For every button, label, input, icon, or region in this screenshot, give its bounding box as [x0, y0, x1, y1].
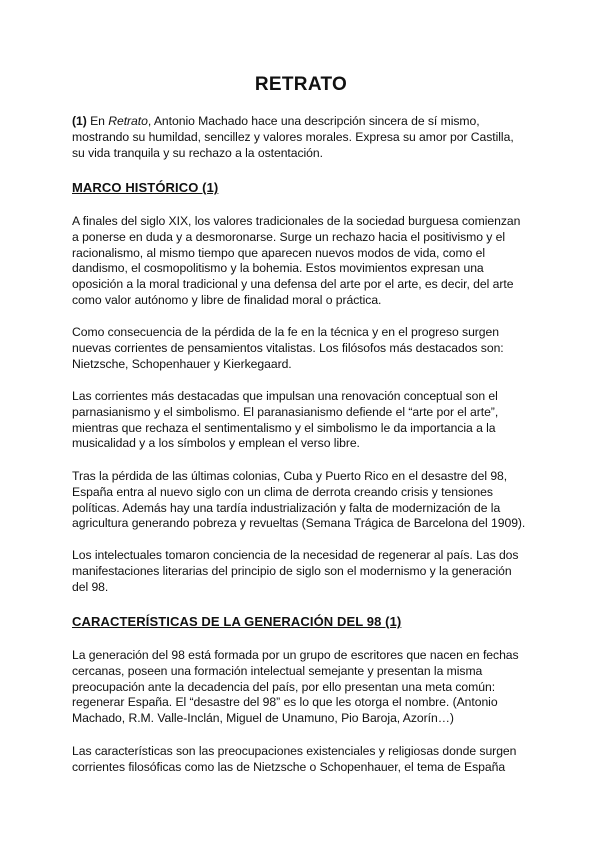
paragraph	[72, 648, 530, 727]
paragraph	[72, 389, 530, 452]
paragraph-line: políticas. Además hay una tardía industrialización y falta de modernización de la	[72, 500, 501, 515]
paragraph-line: oposición a la moral tradicional y una defensa del arte por el arte, es decir, del arte	[72, 277, 514, 292]
paragraph-line: Las características son las preocupaciones existenciales y religiosas donde surgen	[72, 744, 517, 758]
paragraph-line: nuevas corrientes de pensamientos vitalistas. Los filósofos más destacados son:	[72, 340, 504, 355]
paragraph	[72, 325, 530, 372]
paragraph-line: (1) En Retrato, Antonio Machado hace una descripción sincera de sí mismo,	[72, 114, 480, 128]
document-title: RETRATO	[254, 74, 348, 95]
footnote-number: (1)	[72, 114, 87, 128]
paragraph-line: Nietzsche, Schopenhauer y Kierkegaard.	[72, 356, 292, 371]
paragraph-line: del 98.	[72, 579, 109, 594]
paragraph	[72, 469, 530, 532]
paragraph-line: La generación del 98 está formada por un grupo de escritores que nacen en fechas	[72, 648, 519, 662]
paragraph	[72, 548, 530, 595]
paragraph-line: Las corrientes más destacadas que impulsan una renovación conceptual son el	[72, 389, 498, 403]
intro-paragraph	[72, 114, 530, 161]
work-title: Retrato	[108, 114, 148, 128]
paragraph-line: como valor autónomo y libre de finalidad moral o práctica.	[72, 292, 382, 307]
paragraph-line: España entra al nuevo siglo con un clima de derrota creando crisis y tensiones	[72, 484, 493, 499]
paragraph-line: Como consecuencia de la pérdida de la fe en la técnica y en el progreso surgen	[72, 325, 499, 339]
paragraph-line: A finales del siglo XIX, los valores tradicionales de la sociedad burguesa comienzan	[72, 214, 521, 228]
paragraph-line: Machado, R.M. Valle-Inclán, Miguel de Unamuno, Pio Baroja, Azorín…)	[72, 711, 454, 726]
paragraph-line: racionalismo, al mismo tiempo que aparecen nuevos modos de vida, como el	[72, 245, 486, 260]
paragraph-line: regenerar España. El “desastre del 98” es lo que les otorga el nombre. (Antonio	[72, 695, 498, 710]
paragraph-line: a ponerse en duda y a desmoronarse. Surge un rechazo hacia el positivismo y el	[72, 229, 506, 244]
paragraph-line: mostrando su humildad, sencillez y valores morales. Expresa su amor por Castilla,	[72, 129, 514, 144]
paragraph-line: parnasianismo y el simbolismo. El paranasianismo defiende el “arte por el arte”,	[72, 404, 499, 419]
section-heading-marco-historico: MARCO HISTÓRICO (1)	[72, 180, 219, 195]
paragraph-line: Los intelectuales tomaron conciencia de la necesidad de regenerar al país. Las dos	[72, 548, 519, 562]
section-heading-caracteristicas: CARACTERÍSTICAS DE LA GENERACIÓN DEL 98 (1)	[72, 614, 402, 629]
paragraph-line: musicalidad y a los símbolos y emplean el verso libre.	[72, 436, 360, 451]
paragraph-line: manifestaciones literarias del principio de siglo son el modernismo y la generación	[72, 563, 512, 578]
paragraph	[72, 214, 530, 309]
paragraph-line: corrientes filosóficas como las de Nietzsche o Schopenhauer, el tema de España	[72, 759, 506, 774]
paragraph-line: su vida tranquila y su rechazo a la ostentación.	[72, 145, 323, 160]
paragraph-line: cercanas, poseen una formación intelectual semejante y presentan la misma	[72, 663, 483, 678]
paragraph-line: dandismo, el cosmopolitismo y la bohemia. Estos movimientos expresan una	[72, 261, 484, 276]
paragraph-line: Tras la pérdida de las últimas colonias, Cuba y Puerto Rico en el desastre del 98,	[72, 469, 508, 483]
paragraph	[72, 744, 530, 776]
paragraph-line: mientras que rechaza el sentimentalismo y el simbolismo le da importancia a la	[72, 420, 496, 435]
paragraph-line: agricultura generando pobreza y revueltas (Semana Trágica de Barcelona del 1909).	[72, 516, 526, 531]
paragraph-line: preocupación ante la decadencia del país, por ello presentan una meta común:	[72, 679, 496, 694]
